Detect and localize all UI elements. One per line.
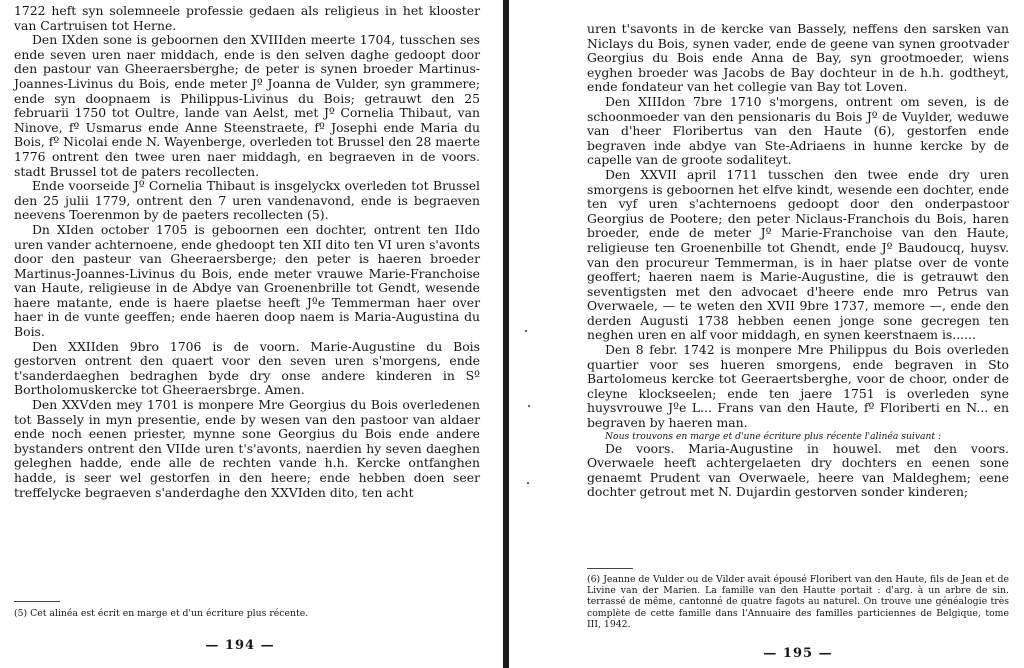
left-paragraph-2: Den IXden sone is geboornen den XVIIIden meerte 1704, tusschen ses ende seven uren naer middach, ende is den selven daghe gedoopt door den pastour van Gheeraersberghe; de peter is synen broeder Martinus-Joannes-Livinus du Bois, ende meter Jº Joanna de Vulder, syn grammere; ende syn doopnaem is Philippus-Livinus du Bois; getrauwt den 25 februarii 1750 tot Oultre, lande van Aelst, met Jº Cornelia Thibaut, van Ninove, fº Usmarus ende Anne Steenstraete, fº Josephi ende Maria du Bois, fº Nicolai ende N. Wayenberge, overleden tot Brussel den 28 maerte 1776 ontrent den twee uren naer middagh, en begraeven in de voors. stadt Brussel tot de paters recollecten. xyxy=(14,32,480,179)
left-paragraph-6: Den XXVden mey 1701 is monpere Mre Georgius du Bois overledenen tot Bassely in myn presentie, ende by wesen van den pastoor van aldaer ende noch eenen priester, mynne sone Georgius du Bois ende andere bystanders ontrent den VIIde uren t's'avonts, naerdien hy seven daeghen geleghen hadde, ende alle de rechten vande h.h. Kercke ontfanghen hadde, is seer wel gestorfen in den heere; ende hebben doen seer treffelycke begraeven s'anderdaghe den XXVIden dito, ten acht xyxy=(14,397,480,500)
left-page xyxy=(0,0,505,668)
right-paragraph-1: uren t'savonts in de kercke van Bassely, neffens den sarsken van Niclays du Bois, synen vader, ende de geene van synen grootvader Georgius du Bois ende Anna de Bay, syn grootmoeder, wiens eyghen broeder was Jacobs de Bay dochteur in de h.h. godtheyt, ende fondateur van het collegie van Bay tot Loven. xyxy=(587,21,1009,95)
right-paragraph-3: Den XXVII april 1711 tusschen den twee ende dry uren smorgens is geboornen het elfve kindt, wesende een dochter, ende ten vyf uren s'achternoens gedoopt door den onderpastoor Georgius de Pootere; den peter Niclaus-Franchois du Bois, haren broeder, ende de meter Jº Marie-Franchoise van den Haute, religieuse ten Groenenbille tot Ghendt, ende Jº Baudoucq, huysv. van den procureur Temmerman, is in haer platse over de vonte geoffert; haeren naem is Marie-Augustine, die is getrauwt den seventigsten met den advocaet d'heere ende mro Petrus van Overwaele, — te weten den XVII 9bre 1737, memore —, ende den derden Augusti 1738 hebben eenen jonge sone gecregen ten neghen uren en alf voor middagh, en synen keerstnaem is...... xyxy=(587,166,1009,343)
right-page-number: — 195 — xyxy=(763,646,833,661)
right-inline-note: Nous trouvons en marge et d'une écriture plus récente l'alinéa suivant : xyxy=(605,430,942,442)
left-paragraph-3: Ende voorseide Jº Cornelia Thibaut is insgelyckx overleden tot Brussel den 25 julii 1779, ontrent den 7 uren vandenavond, ende is begraeven neevens Toerenmon by de paeters recollecten (5). xyxy=(14,178,480,223)
left-footnote: (5) Cet alinéa est écrit en marge et d'un écriture plus récente. xyxy=(14,608,309,619)
right-paragraph-4: Den 8 febr. 1742 is monpere Mre Philippus du Bois overleden quartier voor ses hueren smorgens, ende begraven in Sto Bartolomeus kercke tot Geeraertsberghe, voor de choor, onder de cleyne klockseelen; ende ten jaere 1751 is overleden syne huysvrouwe Jºe L... Frans van den Haute, fº Floriberti en N... en begraven by haeren man. xyxy=(587,342,1009,431)
book-gutter xyxy=(503,0,509,668)
left-paragraph-1: 1722 heft syn solemneele professie gedaen als religieus in het klooster van Cartruisen tot Herne. xyxy=(14,3,480,33)
right-closing-paragraph: De voors. Maria-Augustine in houwel. met den voors. Overwaele heeft achtergelaeten dry dochters en eenen sone genaemt Prudent van Overwaele, heere van Maldeghem; eene dochter getrout met N. Dujardin gestorven sonder kinderen; xyxy=(587,440,1009,500)
right-page xyxy=(515,0,1024,668)
left-footnote-rule xyxy=(14,601,60,602)
left-paragraph-5: Den XXIIden 9bro 1706 is de voorn. Marie-Augustine du Bois gestorven ontrent den quaert voor den seven uren s'morgens, ende t'sanderdaeghen bedraghen byde dry onse andere kinderen in Sº Bortholomuskercke tot Gheeraersbrge. Amen. xyxy=(14,338,480,398)
right-footnote: (6) Jeanne de Vulder ou de Vilder avait épousé Floribert van den Haute, fils de Jean et de Livine van der Marien. La famille van den Hautte portait : d'arg. à un arbre de sin. terrassé de même, cantonné de quatre fagots au naturel. On trouve une généalogie très complète de cette famille dans l'Annuaire des familles particiennes de Belgique, tome III, 1942. xyxy=(587,574,1009,630)
left-paragraph-4: Dn XIden october 1705 is geboornen een dochter, ontrent ten IIdo uren vander achternoene, ende ghedoopt ten XII dito ten VI uren s'avonts door den pasteur van Gheeraersberge; den peter is haeren broeder Martinus-Joannes-Livinus du Bois, ende meter vrauwe Marie-Franchoise van Haute, religieuse in de Abdye van Groenenbrille tot Gendt, wesende haere matante, ende is haere plaetse heeft Jºe Temmerman haer over haer in de vunte geeffen; ende haeren doop naem is Maria-Augustina du Bois. xyxy=(14,221,480,340)
right-page-text xyxy=(587,22,1009,500)
left-page-number: — 194 — xyxy=(205,638,275,653)
left-page-text xyxy=(14,4,480,500)
right-paragraph-2: Den XIIIdon 7bre 1710 s'morgens, ontrent om seven, is de schoonmoeder van den pensionaris du Bois Jº de Vuylder, weduwe van d'heer Floribertus van den Haute (6), gestorfen ende begraven inde abdye van Ste-Adriaens in hunne kercke by de capelle van de groote sodaliteyt. xyxy=(587,93,1009,168)
right-footnote-rule xyxy=(587,568,633,569)
